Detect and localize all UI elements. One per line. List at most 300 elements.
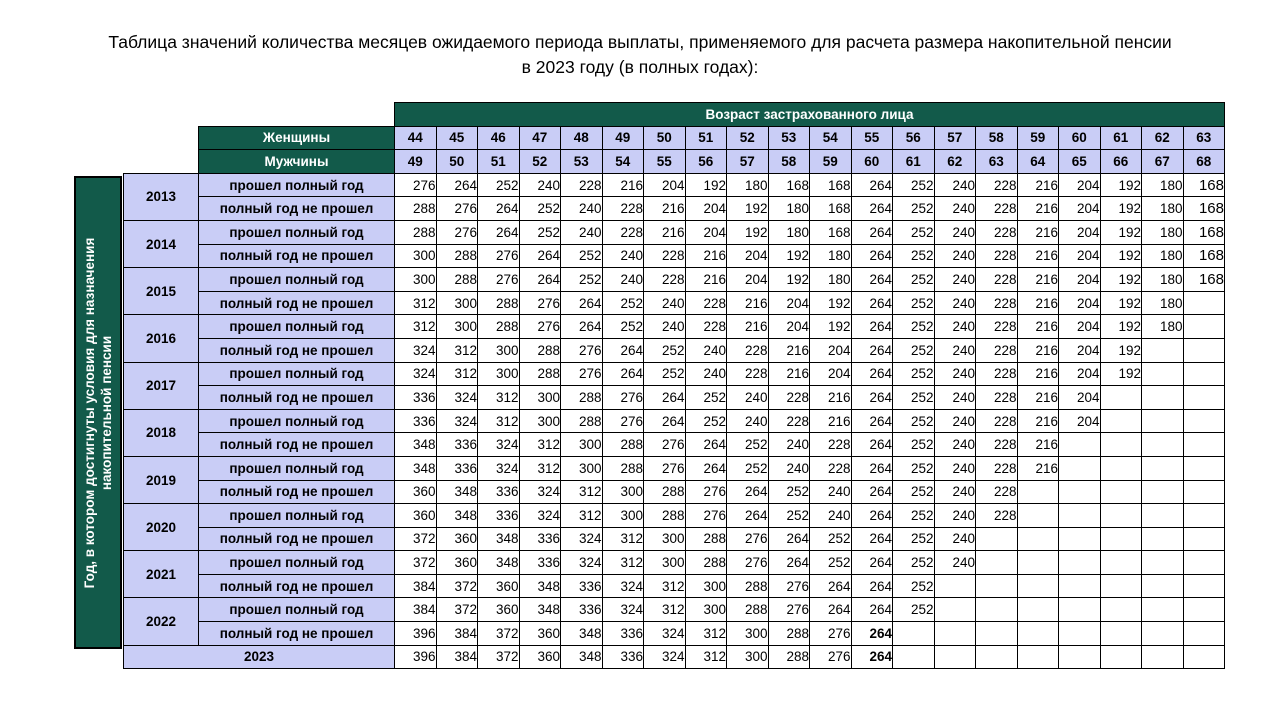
value-cell: 348 [478, 527, 520, 551]
value-cell: 348 [395, 456, 437, 480]
value-cell: 324 [395, 338, 437, 362]
value-cell [1100, 645, 1142, 669]
value-cell: 300 [727, 645, 769, 669]
value-cell: 288 [727, 598, 769, 622]
value-cell: 204 [810, 338, 852, 362]
value-cell: 372 [478, 645, 520, 669]
value-cell: 240 [934, 527, 976, 551]
value-cell: 264 [851, 338, 893, 362]
value-cell [1183, 645, 1225, 669]
value-cell: 192 [727, 220, 769, 244]
value-cell: 288 [395, 220, 437, 244]
value-cell: 216 [1017, 456, 1059, 480]
table-row [124, 527, 1225, 551]
value-cell: 336 [602, 645, 644, 669]
value-cell: 288 [727, 574, 769, 598]
value-cell: 228 [685, 291, 727, 315]
value-cell [934, 574, 976, 598]
value-cell: 396 [395, 622, 437, 646]
value-cell: 360 [478, 598, 520, 622]
value-cell: 204 [1059, 268, 1101, 292]
year-cell: 2016 [124, 315, 199, 362]
value-cell: 276 [768, 574, 810, 598]
value-cell: 300 [519, 409, 561, 433]
men-age-cell: 51 [478, 150, 520, 174]
men-age-cell: 53 [561, 150, 603, 174]
value-cell: 324 [436, 386, 478, 410]
condition-passed: прошел полный год [199, 268, 395, 292]
value-cell [1142, 433, 1184, 457]
value-cell: 192 [1100, 362, 1142, 386]
value-cell: 336 [561, 574, 603, 598]
value-cell: 228 [644, 244, 686, 268]
value-cell: 264 [851, 362, 893, 386]
value-cell [893, 645, 935, 669]
condition-passed: прошел полный год [199, 315, 395, 339]
men-age-cell: 49 [395, 150, 437, 174]
value-cell: 324 [395, 362, 437, 386]
value-cell: 264 [768, 551, 810, 575]
men-age-cell: 65 [1059, 150, 1101, 174]
value-cell: 216 [810, 409, 852, 433]
value-cell [1059, 480, 1101, 504]
value-cell: 240 [602, 244, 644, 268]
table-row [124, 504, 1225, 528]
value-cell: 204 [1059, 173, 1101, 197]
value-cell: 288 [602, 433, 644, 457]
value-cell: 336 [519, 527, 561, 551]
condition-not-passed: полный год не прошел [199, 244, 395, 268]
value-cell: 204 [1059, 409, 1101, 433]
value-cell: 180 [1142, 315, 1184, 339]
value-cell: 168 [1183, 220, 1225, 244]
value-cell: 288 [685, 551, 727, 575]
value-cell: 276 [602, 386, 644, 410]
value-cell: 276 [519, 291, 561, 315]
value-cell: 252 [893, 362, 935, 386]
value-cell: 360 [395, 480, 437, 504]
men-age-cell: 61 [893, 150, 935, 174]
value-cell: 204 [1059, 315, 1101, 339]
value-cell: 324 [561, 551, 603, 575]
value-cell: 324 [561, 527, 603, 551]
value-cell: 240 [934, 268, 976, 292]
value-cell: 216 [1017, 386, 1059, 410]
value-cell [1100, 480, 1142, 504]
value-cell: 288 [436, 244, 478, 268]
value-cell: 312 [519, 433, 561, 457]
value-cell [1142, 480, 1184, 504]
value-cell: 252 [602, 291, 644, 315]
value-cell: 240 [934, 220, 976, 244]
value-cell: 288 [644, 504, 686, 528]
value-cell: 264 [851, 480, 893, 504]
value-cell [1183, 456, 1225, 480]
value-cell: 192 [727, 197, 769, 221]
value-cell: 276 [561, 362, 603, 386]
value-cell: 360 [519, 622, 561, 646]
value-cell: 348 [519, 598, 561, 622]
value-cell: 276 [727, 527, 769, 551]
table-row [124, 551, 1225, 575]
value-cell: 372 [395, 527, 437, 551]
value-cell: 240 [768, 433, 810, 457]
value-cell: 312 [436, 362, 478, 386]
value-cell: 300 [602, 480, 644, 504]
year-axis-label-line-1: Год, в котором достигнуты условия для назначения [82, 237, 97, 588]
value-cell [1142, 598, 1184, 622]
value-cell: 204 [644, 173, 686, 197]
value-cell: 300 [644, 527, 686, 551]
value-cell: 276 [436, 197, 478, 221]
value-cell: 192 [1100, 291, 1142, 315]
value-cell: 216 [1017, 433, 1059, 457]
value-cell: 168 [810, 220, 852, 244]
value-cell: 276 [810, 645, 852, 669]
value-cell [1183, 291, 1225, 315]
age-header-row [124, 103, 1225, 127]
value-cell: 276 [436, 220, 478, 244]
value-cell: 252 [602, 315, 644, 339]
men-age-cell: 60 [851, 150, 893, 174]
value-cell: 348 [561, 645, 603, 669]
value-cell [1183, 480, 1225, 504]
value-cell [1017, 598, 1059, 622]
value-cell: 204 [1059, 197, 1101, 221]
value-cell: 228 [602, 220, 644, 244]
title-line-1: Таблица значений количества месяцев ожидаемого периода выплаты, применяемого для расчета размера накопительной пенсии [108, 32, 1172, 52]
value-cell: 264 [602, 362, 644, 386]
value-cell: 216 [644, 220, 686, 244]
men-age-cell: 56 [685, 150, 727, 174]
value-cell: 192 [1100, 197, 1142, 221]
value-cell: 240 [934, 551, 976, 575]
value-cell [1100, 504, 1142, 528]
women-ages-row [124, 126, 1225, 150]
value-cell: 288 [768, 622, 810, 646]
men-age-cell: 66 [1100, 150, 1142, 174]
value-cell: 240 [561, 197, 603, 221]
value-cell: 228 [644, 268, 686, 292]
corner-blank [124, 150, 199, 174]
condition-not-passed: полный год не прошел [199, 197, 395, 221]
value-cell: 252 [519, 197, 561, 221]
table-row [124, 338, 1225, 362]
value-cell: 204 [685, 197, 727, 221]
value-cell: 324 [644, 645, 686, 669]
value-cell: 384 [395, 598, 437, 622]
value-cell: 240 [810, 504, 852, 528]
value-cell: 300 [436, 291, 478, 315]
value-cell [1183, 409, 1225, 433]
value-cell: 216 [768, 362, 810, 386]
value-cell: 264 [685, 433, 727, 457]
value-cell: 336 [395, 386, 437, 410]
value-cell: 228 [727, 362, 769, 386]
value-cell: 264 [727, 504, 769, 528]
value-cell: 228 [976, 220, 1018, 244]
value-cell: 228 [810, 456, 852, 480]
value-cell: 216 [602, 173, 644, 197]
value-cell [976, 598, 1018, 622]
value-cell: 252 [893, 551, 935, 575]
value-cell [1183, 622, 1225, 646]
value-cell [1059, 598, 1101, 622]
value-cell: 252 [685, 386, 727, 410]
men-ages-row [124, 150, 1225, 174]
value-cell: 288 [478, 291, 520, 315]
value-cell: 180 [1142, 268, 1184, 292]
women-age-cell: 59 [1017, 126, 1059, 150]
women-age-cell: 63 [1183, 126, 1225, 150]
table-row [124, 574, 1225, 598]
value-cell: 228 [810, 433, 852, 457]
value-cell: 240 [934, 386, 976, 410]
value-cell [1183, 433, 1225, 457]
men-age-cell: 54 [602, 150, 644, 174]
value-cell: 264 [851, 291, 893, 315]
value-cell: 216 [1017, 268, 1059, 292]
table-row [124, 197, 1225, 221]
value-cell: 228 [976, 480, 1018, 504]
corner-blank [124, 126, 199, 150]
value-cell: 252 [893, 386, 935, 410]
value-cell: 264 [851, 173, 893, 197]
value-cell: 264 [851, 268, 893, 292]
women-age-cell: 46 [478, 126, 520, 150]
value-cell: 288 [478, 315, 520, 339]
value-cell: 288 [395, 197, 437, 221]
value-cell: 168 [810, 173, 852, 197]
value-cell: 264 [851, 456, 893, 480]
value-cell: 228 [976, 244, 1018, 268]
condition-passed: прошел полный год [199, 220, 395, 244]
value-cell: 288 [519, 338, 561, 362]
condition-passed: прошел полный год [199, 551, 395, 575]
value-cell: 264 [810, 598, 852, 622]
value-cell [934, 622, 976, 646]
value-cell: 264 [602, 338, 644, 362]
value-cell: 372 [395, 551, 437, 575]
value-cell: 216 [1017, 173, 1059, 197]
value-cell [1183, 574, 1225, 598]
year-axis-label-line-2: накопительной пенсии [99, 335, 114, 490]
value-cell: 180 [1142, 173, 1184, 197]
value-cell: 192 [810, 291, 852, 315]
title-line-2: в 2023 году (в полных годах): [521, 57, 759, 77]
condition-passed: прошел полный год [199, 173, 395, 197]
value-cell: 324 [644, 622, 686, 646]
value-cell: 240 [934, 338, 976, 362]
value-cell: 252 [893, 433, 935, 457]
value-cell: 216 [685, 268, 727, 292]
value-cell: 312 [561, 480, 603, 504]
condition-passed: прошел полный год [199, 504, 395, 528]
value-cell: 228 [976, 433, 1018, 457]
value-cell: 384 [395, 574, 437, 598]
value-cell: 240 [810, 480, 852, 504]
women-age-cell: 45 [436, 126, 478, 150]
value-cell: 276 [478, 268, 520, 292]
value-cell: 252 [893, 315, 935, 339]
value-cell: 264 [436, 173, 478, 197]
value-cell: 180 [768, 197, 810, 221]
value-cell [1183, 598, 1225, 622]
value-cell: 264 [851, 645, 893, 669]
value-cell [1142, 338, 1184, 362]
table-row [124, 598, 1225, 622]
value-cell: 240 [934, 315, 976, 339]
value-cell: 216 [1017, 197, 1059, 221]
value-cell: 372 [478, 622, 520, 646]
table-row [124, 268, 1225, 292]
value-cell: 240 [934, 362, 976, 386]
value-cell: 276 [768, 598, 810, 622]
value-cell: 384 [436, 622, 478, 646]
value-cell: 264 [561, 291, 603, 315]
value-cell: 252 [644, 338, 686, 362]
year-axis-label-box [74, 176, 122, 649]
value-cell: 240 [602, 268, 644, 292]
table-row [124, 645, 1225, 669]
table-row [124, 315, 1225, 339]
value-cell: 204 [1059, 220, 1101, 244]
value-cell: 252 [893, 456, 935, 480]
value-cell: 288 [602, 456, 644, 480]
men-age-cell: 62 [934, 150, 976, 174]
value-cell: 228 [976, 362, 1018, 386]
value-cell: 240 [685, 362, 727, 386]
value-cell: 204 [727, 268, 769, 292]
value-cell: 276 [810, 622, 852, 646]
value-cell: 252 [810, 527, 852, 551]
year-cell: 2017 [124, 362, 199, 409]
value-cell: 180 [1142, 220, 1184, 244]
value-cell [1017, 504, 1059, 528]
value-cell: 336 [602, 622, 644, 646]
value-cell: 312 [478, 409, 520, 433]
value-cell: 288 [561, 409, 603, 433]
value-cell: 264 [851, 574, 893, 598]
value-cell: 252 [893, 244, 935, 268]
value-cell: 276 [602, 409, 644, 433]
value-cell: 300 [727, 622, 769, 646]
women-age-cell: 51 [685, 126, 727, 150]
value-cell: 204 [685, 220, 727, 244]
condition-not-passed: полный год не прошел [199, 622, 395, 646]
table-row [124, 244, 1225, 268]
value-cell: 240 [934, 173, 976, 197]
value-cell [1100, 527, 1142, 551]
value-cell: 252 [727, 433, 769, 457]
value-cell: 168 [1183, 173, 1225, 197]
value-cell: 240 [685, 338, 727, 362]
value-cell: 348 [478, 551, 520, 575]
value-cell [1059, 527, 1101, 551]
value-cell [1100, 574, 1142, 598]
condition-passed: прошел полный год [199, 362, 395, 386]
value-cell [1142, 409, 1184, 433]
value-cell: 192 [768, 244, 810, 268]
value-cell: 396 [395, 645, 437, 669]
value-cell [1142, 527, 1184, 551]
value-cell: 264 [561, 315, 603, 339]
value-cell: 228 [976, 291, 1018, 315]
value-cell: 204 [1059, 362, 1101, 386]
value-cell: 324 [602, 574, 644, 598]
men-label: Мужчины [199, 150, 395, 174]
value-cell: 300 [395, 268, 437, 292]
value-cell: 276 [644, 456, 686, 480]
men-age-cell: 55 [644, 150, 686, 174]
condition-not-passed: полный год не прошел [199, 386, 395, 410]
value-cell: 264 [768, 527, 810, 551]
value-cell: 252 [810, 551, 852, 575]
value-cell: 324 [519, 504, 561, 528]
value-cell: 312 [644, 574, 686, 598]
value-cell: 312 [561, 504, 603, 528]
women-age-cell: 57 [934, 126, 976, 150]
women-age-cell: 54 [810, 126, 852, 150]
value-cell [1142, 645, 1184, 669]
value-cell: 204 [768, 315, 810, 339]
value-cell [1100, 409, 1142, 433]
women-age-cell: 62 [1142, 126, 1184, 150]
value-cell: 264 [851, 527, 893, 551]
value-cell: 204 [1059, 291, 1101, 315]
value-cell: 300 [436, 315, 478, 339]
table-row [124, 433, 1225, 457]
value-cell [1142, 362, 1184, 386]
value-cell: 192 [1100, 220, 1142, 244]
value-cell: 252 [561, 268, 603, 292]
value-cell: 204 [1059, 338, 1101, 362]
men-age-cell: 67 [1142, 150, 1184, 174]
year-axis-label [81, 183, 115, 643]
value-cell: 324 [602, 598, 644, 622]
value-cell: 228 [976, 315, 1018, 339]
value-cell: 240 [934, 456, 976, 480]
value-cell: 336 [478, 480, 520, 504]
value-cell: 240 [727, 386, 769, 410]
value-cell [1017, 551, 1059, 575]
value-cell: 312 [478, 386, 520, 410]
table-row [124, 622, 1225, 646]
value-cell: 168 [1183, 197, 1225, 221]
value-cell: 252 [478, 173, 520, 197]
condition-not-passed: полный год не прошел [199, 480, 395, 504]
year-cell: 2021 [124, 551, 199, 598]
value-cell: 204 [727, 244, 769, 268]
year-cell: 2019 [124, 456, 199, 503]
value-cell: 252 [893, 220, 935, 244]
value-cell: 240 [519, 173, 561, 197]
value-cell: 300 [602, 504, 644, 528]
value-cell: 228 [727, 338, 769, 362]
value-cell: 300 [561, 456, 603, 480]
corner-blank [124, 103, 395, 127]
value-cell: 240 [644, 315, 686, 339]
value-cell: 288 [561, 386, 603, 410]
value-cell: 252 [893, 268, 935, 292]
value-cell: 276 [727, 551, 769, 575]
value-cell: 264 [851, 386, 893, 410]
value-cell [893, 622, 935, 646]
value-cell: 312 [685, 622, 727, 646]
value-cell: 252 [893, 598, 935, 622]
value-cell: 192 [810, 315, 852, 339]
value-cell: 168 [810, 197, 852, 221]
